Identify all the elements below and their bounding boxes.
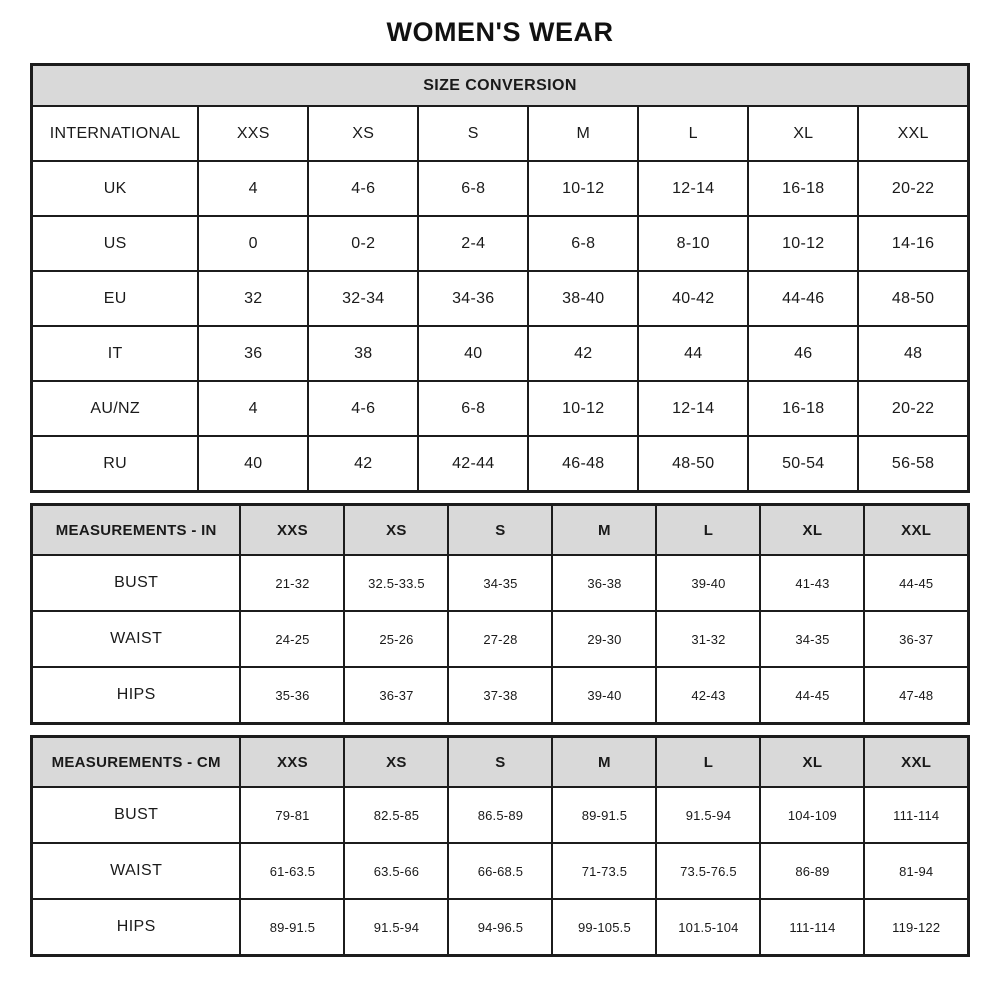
value-cell: 66-68.5: [448, 843, 552, 899]
value-cell: 31-32: [656, 611, 760, 667]
measurements-in-table: [30, 503, 970, 725]
value-cell: 71-73.5: [552, 843, 656, 899]
column-header-cell: XS: [308, 106, 418, 161]
measurements-cm-body: [32, 787, 969, 956]
row-label: IT: [32, 326, 199, 381]
value-cell: 6-8: [418, 381, 528, 436]
value-cell: 81-94: [864, 843, 968, 899]
value-cell: 91.5-94: [344, 899, 448, 956]
value-cell: 27-28: [448, 611, 552, 667]
value-cell: 16-18: [748, 161, 858, 216]
table-row: [32, 843, 969, 899]
table-row: [32, 899, 969, 956]
value-cell: 82.5-85: [344, 787, 448, 843]
value-cell: 29-30: [552, 611, 656, 667]
value-cell: 32-34: [308, 271, 418, 326]
row-label: WAIST: [32, 611, 241, 667]
value-cell: 38: [308, 326, 418, 381]
value-cell: 40: [198, 436, 308, 492]
value-cell: 40-42: [638, 271, 748, 326]
value-cell: 6-8: [528, 216, 638, 271]
value-cell: 38-40: [528, 271, 638, 326]
row-label: BUST: [32, 787, 241, 843]
value-cell: 42: [528, 326, 638, 381]
value-cell: 89-91.5: [552, 787, 656, 843]
value-cell: 42-43: [656, 667, 760, 724]
table-row: [32, 381, 969, 436]
value-cell: 0-2: [308, 216, 418, 271]
row-label: HIPS: [32, 899, 241, 956]
value-cell: 44-46: [748, 271, 858, 326]
header-size-cell: XS: [344, 737, 448, 788]
value-cell: 79-81: [240, 787, 344, 843]
value-cell: 25-26: [344, 611, 448, 667]
value-cell: 34-35: [448, 555, 552, 611]
column-header-cell: XL: [748, 106, 858, 161]
value-cell: 10-12: [748, 216, 858, 271]
size-conversion-table: [30, 63, 970, 493]
row-label: AU/NZ: [32, 381, 199, 436]
value-cell: 16-18: [748, 381, 858, 436]
measurements-in-header: [32, 505, 969, 556]
table-row: [32, 326, 969, 381]
value-cell: 119-122: [864, 899, 968, 956]
value-cell: 36-37: [344, 667, 448, 724]
value-cell: 73.5-76.5: [656, 843, 760, 899]
value-cell: 94-96.5: [448, 899, 552, 956]
size-conversion-title: SIZE CONVERSION: [32, 65, 969, 107]
column-header-cell: M: [528, 106, 638, 161]
value-cell: 111-114: [760, 899, 864, 956]
size-conversion-caption-row: [32, 65, 969, 107]
page: [30, 0, 970, 957]
value-cell: 86.5-89: [448, 787, 552, 843]
header-size-cell: XS: [344, 505, 448, 556]
value-cell: 20-22: [858, 161, 968, 216]
value-cell: 47-48: [864, 667, 968, 724]
value-cell: 4-6: [308, 381, 418, 436]
table-row: [32, 271, 969, 326]
header-size-cell: XXS: [240, 505, 344, 556]
measurements-cm-header: [32, 737, 969, 788]
value-cell: 101.5-104: [656, 899, 760, 956]
value-cell: 44-45: [864, 555, 968, 611]
value-cell: 42: [308, 436, 418, 492]
value-cell: 37-38: [448, 667, 552, 724]
value-cell: 24-25: [240, 611, 344, 667]
value-cell: 48-50: [858, 271, 968, 326]
table-row: [32, 436, 969, 492]
value-cell: 12-14: [638, 381, 748, 436]
column-header-cell: XXL: [858, 106, 968, 161]
value-cell: 42-44: [418, 436, 528, 492]
value-cell: 91.5-94: [656, 787, 760, 843]
value-cell: 4: [198, 381, 308, 436]
header-size-cell: XXL: [864, 505, 968, 556]
measurements-in-body: [32, 555, 969, 724]
value-cell: 8-10: [638, 216, 748, 271]
table-row: [32, 161, 969, 216]
value-cell: 20-22: [858, 381, 968, 436]
header-row: [32, 737, 969, 788]
value-cell: 32: [198, 271, 308, 326]
value-cell: 32.5-33.5: [344, 555, 448, 611]
row-label: UK: [32, 161, 199, 216]
value-cell: 89-91.5: [240, 899, 344, 956]
value-cell: 48: [858, 326, 968, 381]
value-cell: 44: [638, 326, 748, 381]
value-cell: 46: [748, 326, 858, 381]
header-size-cell: XXL: [864, 737, 968, 788]
value-cell: 111-114: [864, 787, 968, 843]
header-label-cell: MEASUREMENTS - IN: [32, 505, 241, 556]
column-header-cell: L: [638, 106, 748, 161]
value-cell: 44-45: [760, 667, 864, 724]
header-size-cell: XL: [760, 737, 864, 788]
row-label: US: [32, 216, 199, 271]
value-cell: 50-54: [748, 436, 858, 492]
row-label: BUST: [32, 555, 241, 611]
value-cell: 40: [418, 326, 528, 381]
header-size-cell: L: [656, 737, 760, 788]
row-label: RU: [32, 436, 199, 492]
value-cell: 36: [198, 326, 308, 381]
value-cell: 34-35: [760, 611, 864, 667]
value-cell: 10-12: [528, 161, 638, 216]
header-size-cell: XXS: [240, 737, 344, 788]
value-cell: 2-4: [418, 216, 528, 271]
header-size-cell: S: [448, 737, 552, 788]
value-cell: 48-50: [638, 436, 748, 492]
value-cell: 104-109: [760, 787, 864, 843]
table-row: [32, 555, 969, 611]
value-cell: 39-40: [656, 555, 760, 611]
value-cell: 0: [198, 216, 308, 271]
header-size-cell: M: [552, 737, 656, 788]
header-size-cell: L: [656, 505, 760, 556]
value-cell: 63.5-66: [344, 843, 448, 899]
value-cell: 99-105.5: [552, 899, 656, 956]
table-row: [32, 787, 969, 843]
value-cell: 12-14: [638, 161, 748, 216]
value-cell: 6-8: [418, 161, 528, 216]
value-cell: 10-12: [528, 381, 638, 436]
row-label: EU: [32, 271, 199, 326]
size-conversion-body: [32, 106, 969, 492]
columns-row: [32, 106, 969, 161]
measurements-cm-table: [30, 735, 970, 957]
column-header-cell: XXS: [198, 106, 308, 161]
value-cell: 36-37: [864, 611, 968, 667]
table-row: [32, 611, 969, 667]
value-cell: 61-63.5: [240, 843, 344, 899]
value-cell: 36-38: [552, 555, 656, 611]
header-size-cell: S: [448, 505, 552, 556]
value-cell: 35-36: [240, 667, 344, 724]
header-size-cell: XL: [760, 505, 864, 556]
header-label-cell: MEASUREMENTS - CM: [32, 737, 241, 788]
table-row: [32, 667, 969, 724]
header-row: [32, 505, 969, 556]
header-size-cell: M: [552, 505, 656, 556]
value-cell: 34-36: [418, 271, 528, 326]
page-title: WOMEN'S WEAR: [386, 17, 614, 47]
value-cell: 4-6: [308, 161, 418, 216]
value-cell: 39-40: [552, 667, 656, 724]
value-cell: 46-48: [528, 436, 638, 492]
value-cell: 86-89: [760, 843, 864, 899]
column-header-cell: S: [418, 106, 528, 161]
columns-row-label: INTERNATIONAL: [32, 106, 199, 161]
value-cell: 4: [198, 161, 308, 216]
value-cell: 14-16: [858, 216, 968, 271]
value-cell: 56-58: [858, 436, 968, 492]
value-cell: 41-43: [760, 555, 864, 611]
value-cell: 21-32: [240, 555, 344, 611]
row-label: WAIST: [32, 843, 241, 899]
table-row: [32, 216, 969, 271]
row-label: HIPS: [32, 667, 241, 724]
